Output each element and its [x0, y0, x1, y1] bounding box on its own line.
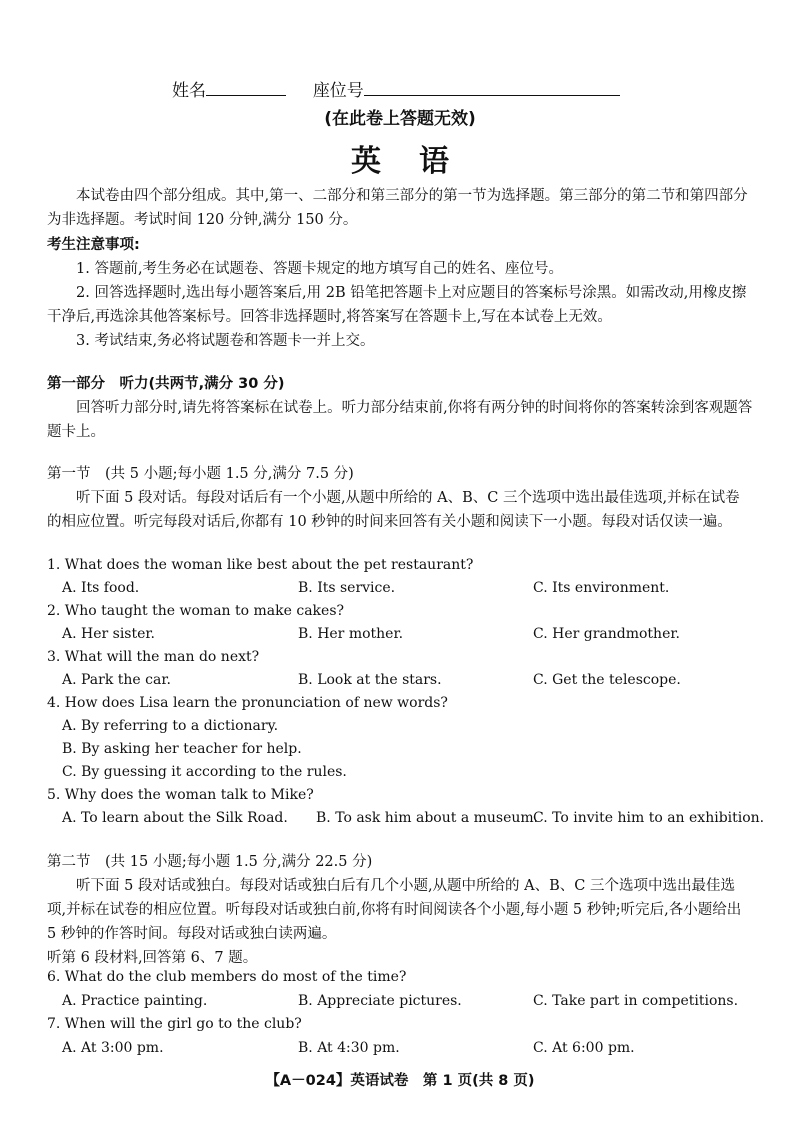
q5-option-b: B. To ask him about a museum.	[316, 810, 539, 826]
seat-label: 座位号	[312, 81, 364, 101]
q7-option-c: C. At 6:00 pm.	[533, 1040, 635, 1056]
page-footer: 【A－024】英语试卷 第 1 页(共 8 页)	[265, 1073, 535, 1089]
q3-option-b: B. Look at the stars.	[298, 672, 442, 688]
section2-instruction: 听下面 5 段对话或独白。每段对话或独白后有几个小题,从题中所给的 A、B、C 三个选项中选出最佳选项,并标在试卷的相应位置。听每段对话或独白前,你将有时间阅读各个小题,每小题 5 秒钟;听完后,各小题给出 5 秒钟的作答时间。每段对话或独白读两遍。	[47, 878, 742, 942]
seat-blank	[364, 81, 620, 96]
name-seat-line	[172, 76, 620, 101]
intro-paragraph: 本试卷由四个部分组成。其中,第一、二部分和第三部分的第一节为选择题。第三部分的第二节和第四部分为非选择题。考试时间 120 分钟,满分 150 分。	[47, 188, 748, 228]
part1-title: 第一部分 听力(共两节,满分 30 分)	[47, 376, 285, 392]
question-7: 7. When will the girl go to the club?	[47, 1016, 302, 1032]
name-blank	[206, 81, 286, 96]
q2-option-a: A. Her sister.	[62, 626, 156, 642]
q4-option-b: B. By asking her teacher for help.	[62, 741, 302, 757]
q1-option-b: B. Its service.	[298, 580, 396, 596]
q3-option-a: A. Park the car.	[62, 672, 171, 688]
name-label: 姓名	[172, 81, 206, 101]
question-4: 4. How does Lisa learn the pronunciation of new words?	[47, 695, 448, 711]
invalid-notice: (在此卷上答题无效)	[324, 109, 476, 129]
q6-option-b: B. Appreciate pictures.	[298, 993, 462, 1009]
section2-title: 第二节 (共 15 小题;每小题 1.5 分,满分 22.5 分)	[47, 854, 373, 870]
q1-option-a: A. Its food.	[62, 580, 140, 596]
note-item-3: 3. 考试结束,务必将试题卷和答题卡一并上交。	[76, 333, 375, 349]
q2-option-c: C. Her grandmother.	[533, 626, 680, 642]
question-2: 2. Who taught the woman to make cakes?	[47, 603, 345, 619]
q6-option-a: A. Practice painting.	[62, 993, 208, 1009]
note-item-2: 2. 回答选择题时,选出每小题答案后,用 2B 铅笔把答题卡上对应题目的答案标号涂黑。如需改动,用橡皮擦干净后,再选涂其他答案标号。回答非选择题时,将答案写在答题卡上,写在本试卷上无效。	[47, 285, 747, 325]
q4-option-a: A. By referring to a dictionary.	[62, 718, 279, 734]
section1-title: 第一节 (共 5 小题;每小题 1.5 分,满分 7.5 分)	[47, 466, 354, 482]
q7-option-b: B. At 4:30 pm.	[298, 1040, 400, 1056]
part1-instruction: 回答听力部分时,请先将答案标在试卷上。听力部分结束前,你将有两分钟的时间将你的答案转涂到客观题答题卡上。	[47, 400, 753, 440]
q5-option-c: C. To invite him to an exhibition.	[533, 810, 765, 826]
q1-option-c: C. Its environment.	[533, 580, 670, 596]
question-5: 5. Why does the woman talk to Mike?	[47, 787, 314, 803]
q4-option-c: C. By guessing it according to the rules.	[62, 764, 347, 780]
subject-title: 英语	[351, 144, 487, 179]
q2-option-b: B. Her mother.	[298, 626, 404, 642]
question-6: 6. What do the club members do most of the time?	[47, 969, 407, 985]
question-3: 3. What will the man do next?	[47, 649, 260, 665]
note-item-1: 1. 答题前,考生务必在试题卷、答题卡规定的地方填写自己的姓名、座位号。	[76, 261, 564, 277]
material-note: 听第 6 段材料,回答第 6、7 题。	[47, 950, 258, 966]
q7-option-a: A. At 3:00 pm.	[62, 1040, 164, 1056]
q6-option-c: C. Take part in competitions.	[533, 993, 739, 1009]
q3-option-c: C. Get the telescope.	[533, 672, 681, 688]
question-1: 1. What does the woman like best about the pet restaurant?	[47, 557, 474, 573]
section1-instruction: 听下面 5 段对话。每段对话后有一个小题,从题中所给的 A、B、C 三个选项中选出最佳选项,并标在试卷的相应位置。听完每段对话后,你都有 10 秒钟的时间来回答有关小题和阅读下一小题。每段对话仅读一遍。	[47, 490, 740, 530]
q5-option-a: A. To learn about the Silk Road.	[62, 810, 288, 826]
notes-title: 考生注意事项:	[47, 237, 140, 253]
